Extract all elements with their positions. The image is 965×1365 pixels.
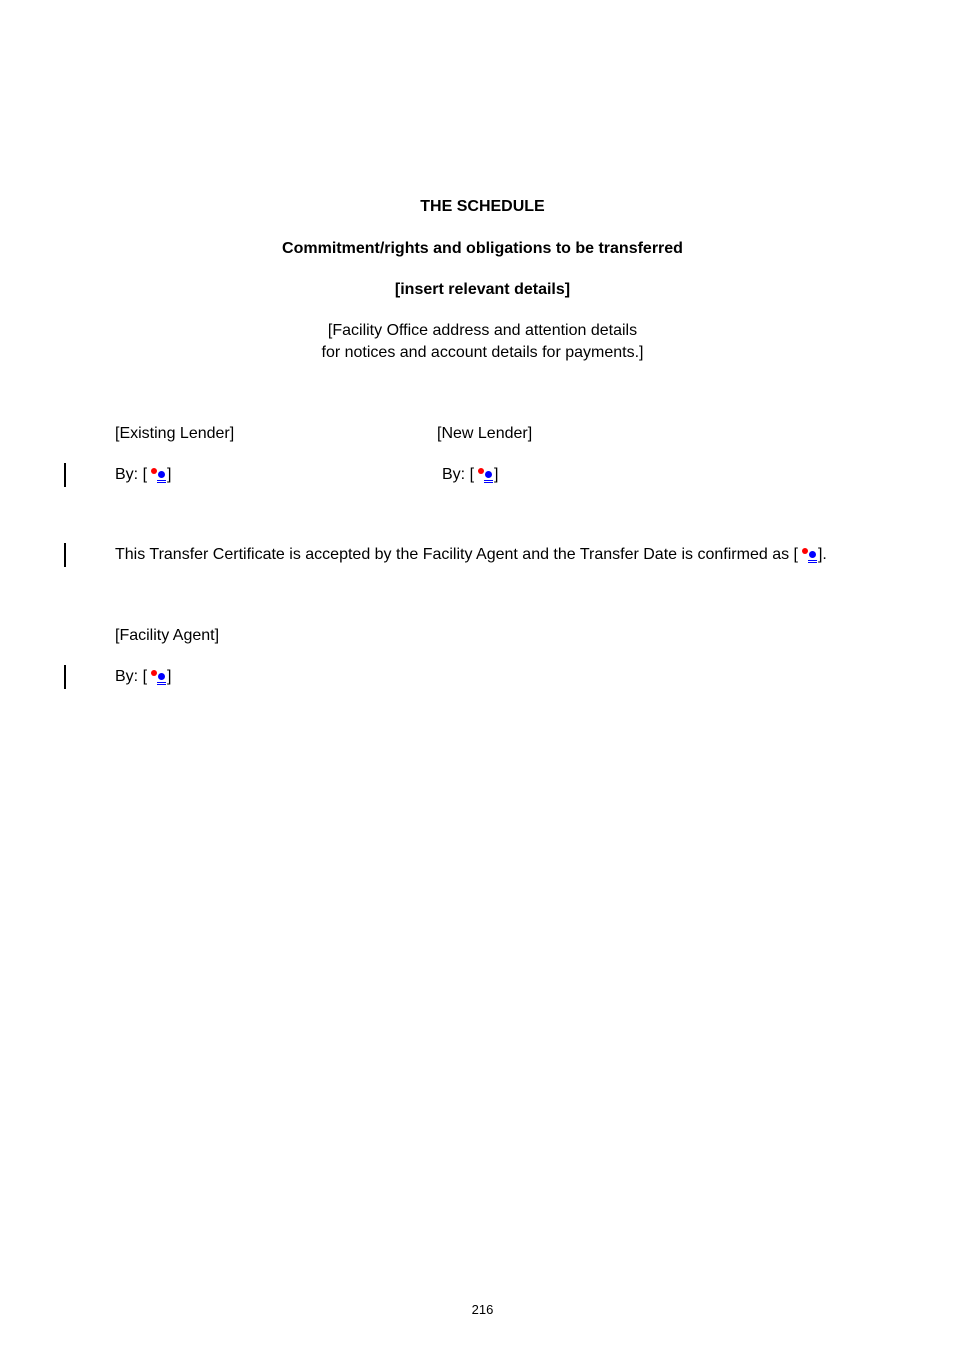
revision-change-bar xyxy=(64,665,66,689)
facility-office-details xyxy=(0,320,965,364)
facility-agent-label: [Facility Agent] xyxy=(115,627,220,644)
facility-office-line-1: [Facility Office address and attention details xyxy=(327,322,638,339)
new-lender-signature-line xyxy=(442,464,498,486)
acceptance-statement xyxy=(115,544,827,566)
by-prefix: By: [ xyxy=(115,466,148,483)
blue-dot-icon xyxy=(158,471,165,478)
new-lender-label: [New Lender] xyxy=(437,425,533,442)
acceptance-text: This Transfer Certificate is accepted by the Facility Agent and the Transfer Date is confirmed as [ xyxy=(115,546,798,563)
insert-details-note: [insert relevant details] xyxy=(394,281,571,298)
by-suffix: ] xyxy=(494,466,499,483)
acceptance-suffix: ]. xyxy=(817,546,827,563)
double-underline-mark xyxy=(808,560,817,563)
double-underline-mark xyxy=(157,480,166,483)
by-suffix: ] xyxy=(167,668,172,685)
placeholder-bullet-icon xyxy=(147,667,167,683)
double-underline-mark xyxy=(157,682,166,685)
existing-lender-signature-line xyxy=(115,464,171,486)
placeholder-bullet-icon xyxy=(147,465,167,481)
by-suffix: ] xyxy=(167,466,172,483)
facility-office-line-2: for notices and account details for payments.] xyxy=(321,344,644,361)
placeholder-bullet-icon xyxy=(798,545,818,561)
blue-dot-icon xyxy=(485,471,492,478)
red-dot-icon xyxy=(478,468,484,474)
placeholder-bullet-icon xyxy=(474,465,494,481)
by-prefix: By: [ xyxy=(442,466,475,483)
red-dot-icon xyxy=(151,670,157,676)
blue-dot-icon xyxy=(158,673,165,680)
facility-agent-signature-line xyxy=(115,666,171,688)
revision-change-bar xyxy=(64,463,66,487)
existing-lender-label: [Existing Lender] xyxy=(115,425,235,442)
schedule-subtitle: Commitment/rights and obligations to be transferred xyxy=(282,240,683,257)
by-prefix: By: [ xyxy=(115,668,148,685)
red-dot-icon xyxy=(802,548,808,554)
schedule-title: THE SCHEDULE xyxy=(420,198,545,215)
red-dot-icon xyxy=(151,468,157,474)
revision-change-bar xyxy=(64,543,66,567)
blue-dot-icon xyxy=(809,551,816,558)
page-number: 216 xyxy=(471,1302,494,1317)
double-underline-mark xyxy=(484,480,493,483)
